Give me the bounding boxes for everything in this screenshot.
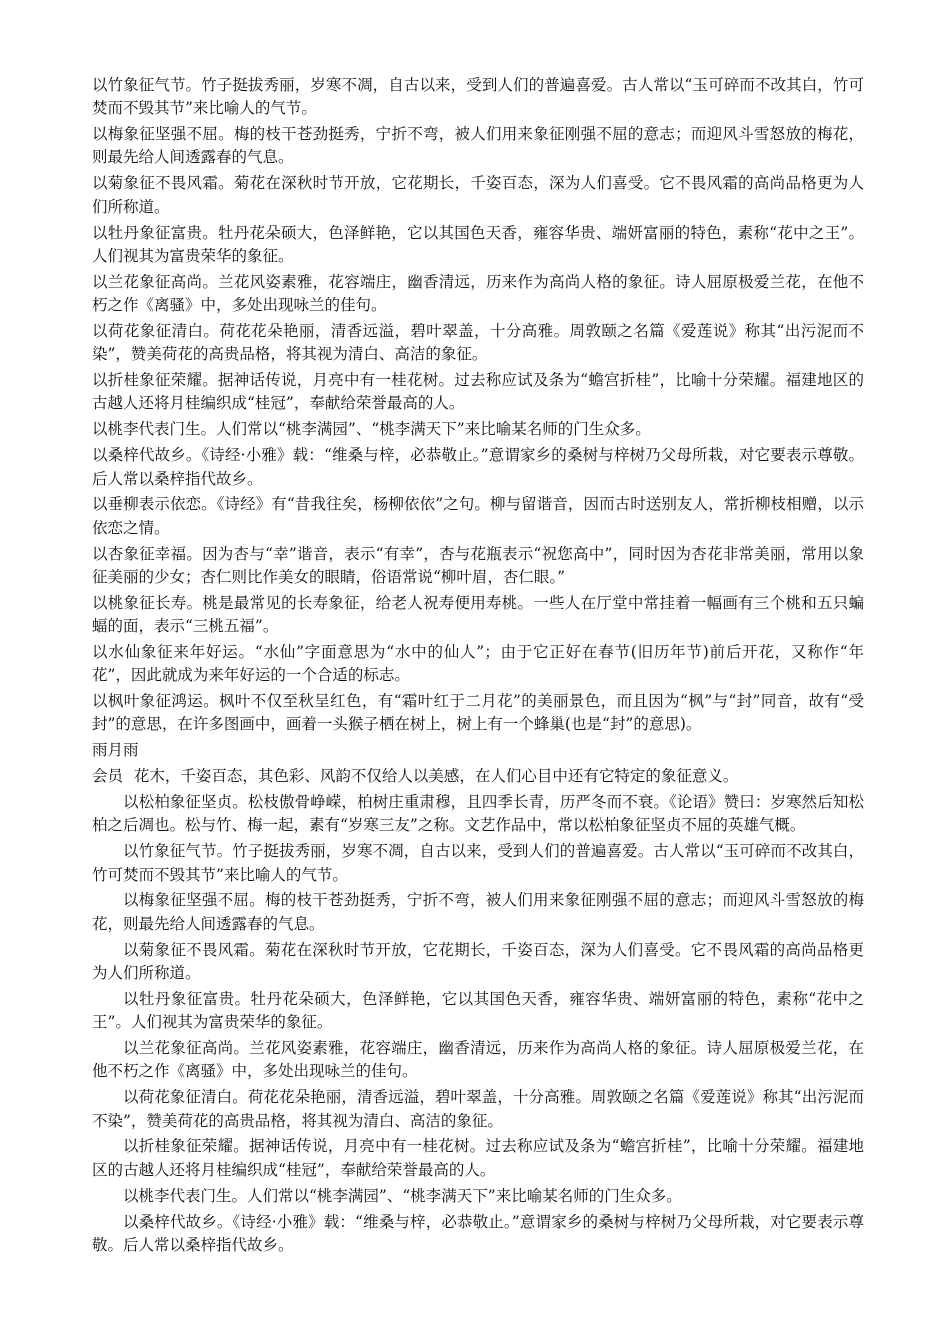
paragraph-plum-1: 以梅象征坚强不屈。梅的枝干苍劲挺秀，宁折不弯，被人们用来象征刚强不屈的意志；而迎风斗雪怒放的梅花，则最先给人间透露春的气息。 [92, 125, 864, 167]
paragraph-maple: 以枫叶象征鸿运。枫叶不仅至秋呈红色，有“霜叶红于二月花”的美丽景色，而且因为“枫”与“封”同音，故有“受封”的意思，在许多图画中，画着一头猴子栖在树上，树上有一个蜂巢(也是“封”的意思)。 [92, 692, 864, 734]
paragraph-narcissus: 以水仙象征来年好运。“水仙”字面意思为“水中的仙人”；由于它正好在春节(旧历年节)前后开花，又称作“年花”，因此就成为来年好运的一个合适的标志。 [92, 642, 864, 685]
paragraph-bamboo-2: 以竹象征气节。竹子挺拔秀丽，岁寒不凋，自古以来，受到人们的普遍喜爱。古人常以“玉可碎而不改其白，竹可焚而不毁其节”来比喻人的气节。 [92, 842, 864, 884]
paragraph-mulberry-catalpa-2: 以桑梓代故乡。《诗经·小雅》载：“维桑与梓，必恭敬止。”意谓家乡的桑树与梓树乃父母所栽，对它要表示尊敬。后人常以桑梓指代故乡。 [92, 1212, 864, 1254]
paragraph-willow: 以垂柳表示依恋。《诗经》有“昔我往矣，杨柳依依”之句。柳与留谐音，因而古时送别友人，常折柳枝相赠，以示依恋之情。 [92, 495, 864, 537]
member-label: 会员 [92, 767, 124, 786]
paragraph-peach-plum-1: 以桃李代表门生。人们常以“桃李满园”、“桃李满天下”来比喻某名师的门生众多。 [92, 420, 651, 439]
paragraph-peony-1: 以牡丹象征富贵。牡丹花朵硕大，色泽鲜艳，它以其国色天香，雍容华贵、端妍富丽的特色，素称“花中之王”。人们视其为富贵荣华的象征。 [92, 223, 864, 265]
paragraph-orchid-2: 以兰花象征高尚。兰花风姿素雅，花容端庄，幽香清远，历来作为高尚人格的象征。诗人屈原极爱兰花，在他不朽之作《离骚》中，多处出现咏兰的佳句。 [92, 1039, 864, 1081]
paragraph-osmanthus-2: 以折桂象征荣耀。据神话传说，月亮中有一桂花树。过去称应试及条为“蟾宫折桂”，比喻十分荣耀。福建地区的古越人还将月桂编织成“桂冠”，奉献给荣誉最高的人。 [92, 1137, 864, 1179]
paragraph-plum-2: 以梅象征坚强不屈。梅的枝干苍劲挺秀，宁折不弯，被人们用来象征刚强不屈的意志；而迎风斗雪怒放的梅花，则最先给人间透露春的气息。 [92, 891, 864, 933]
document-page [92, 74, 864, 1260]
paragraph-peach-plum-2: 以桃李代表门生。人们常以“桃李满园”、“桃李满天下”来比喻某名师的门生众多。 [123, 1186, 682, 1205]
paragraph-chrysanthemum-2: 以菊象征不畏风霜。菊花在深秋时节开放，它花期长，千姿百态，深为人们喜受。它不畏风霜的高尚品格更为人们所称道。 [92, 940, 864, 982]
paragraph-mulberry-catalpa-1: 以桑梓代故乡。《诗经·小雅》载：“维桑与梓，必恭敬止。”意谓家乡的桑树与梓树乃父母所栽，对它要表示尊敬。后人常以桑梓指代故乡。 [92, 446, 864, 488]
paragraph-lotus-2: 以荷花象征清白。荷花花朵艳丽，清香远溢，碧叶翠盖，十分高雅。周敦颐之名篇《爱莲说》称其“出污泥而不染”，赞美荷花的高贵品格，将其视为清白、高洁的象征。 [92, 1088, 864, 1130]
paragraph-pine-cypress: 以松柏象征坚贞。松枝傲骨峥嵘，柏树庄重肃穆，且四季长青，历严冬而不衰。《论语》赞曰：岁寒然后知松柏之后凋也。松与竹、梅一起，素有“岁寒三友”之称。文艺作品中，常以松柏象征坚贞不屈的英雄气概。 [92, 793, 864, 835]
paragraph-peony-2: 以牡丹象征富贵。牡丹花朵硕大，色泽鲜艳，它以其国色天香，雍容华贵、端妍富丽的特色，素称“花中之王”。人们视其为富贵荣华的象征。 [92, 989, 864, 1032]
paragraph-bamboo-1: 以竹象征气节。竹子挺拔秀丽，岁寒不凋，自古以来，受到人们的普遍喜爱。古人常以“玉可碎而不改其白，竹可焚而不毁其节”来比喻人的气节。 [92, 76, 864, 118]
separator-line: 雨月雨 [92, 741, 139, 760]
paragraph-peach: 以桃象征长寿。桃是最常见的长寿象征，给老人祝寿便用寿桃。一些人在厅堂中常挂着一幅画有三个桃和五只蝙蝠的面，表示“三桃五福”。 [92, 593, 864, 636]
paragraph-chrysanthemum-1: 以菊象征不畏风霜。菊花在深秋时节开放，它花期长，千姿百态，深为人们喜受。它不畏风霜的高尚品格更为人们所称道。 [92, 174, 864, 216]
member-intro-text: 花木，千姿百态，其色彩、风韵不仅给人以美感，在人们心目中还有它特定的象征意义。 [133, 767, 739, 786]
paragraph-osmanthus-1: 以折桂象征荣耀。据神话传说，月亮中有一桂花树。过去称应试及条为“蟾宫折桂”，比喻十分荣耀。福建地区的古越人还将月桂编织成“桂冠”，奉献给荣誉最高的人。 [92, 371, 864, 413]
paragraph-orchid-1: 以兰花象征高尚。兰花风姿素雅，花容端庄，幽香清远，历来作为高尚人格的象征。诗人屈原极爱兰花，在他不朽之作《离骚》中，多处出现咏兰的佳句。 [92, 272, 864, 315]
paragraph-lotus-1: 以荷花象征清白。荷花花朵艳丽，清香远溢，碧叶翠盖，十分高雅。周敦颐之名篇《爱莲说》称其“出污泥而不染”，赞美荷花的高贵品格，将其视为清白、高洁的象征。 [92, 321, 864, 364]
paragraph-apricot: 以杏象征幸福。因为杏与“幸”谐音，表示“有幸”，杏与花瓶表示“祝您高中”，同时因为杏花非常美丽，常用以象征美丽的少女；杏仁则比作美女的眼睛，俗语常说“柳叶眉，杏仁眼。” [92, 544, 864, 586]
member-intro-line [92, 765, 864, 788]
